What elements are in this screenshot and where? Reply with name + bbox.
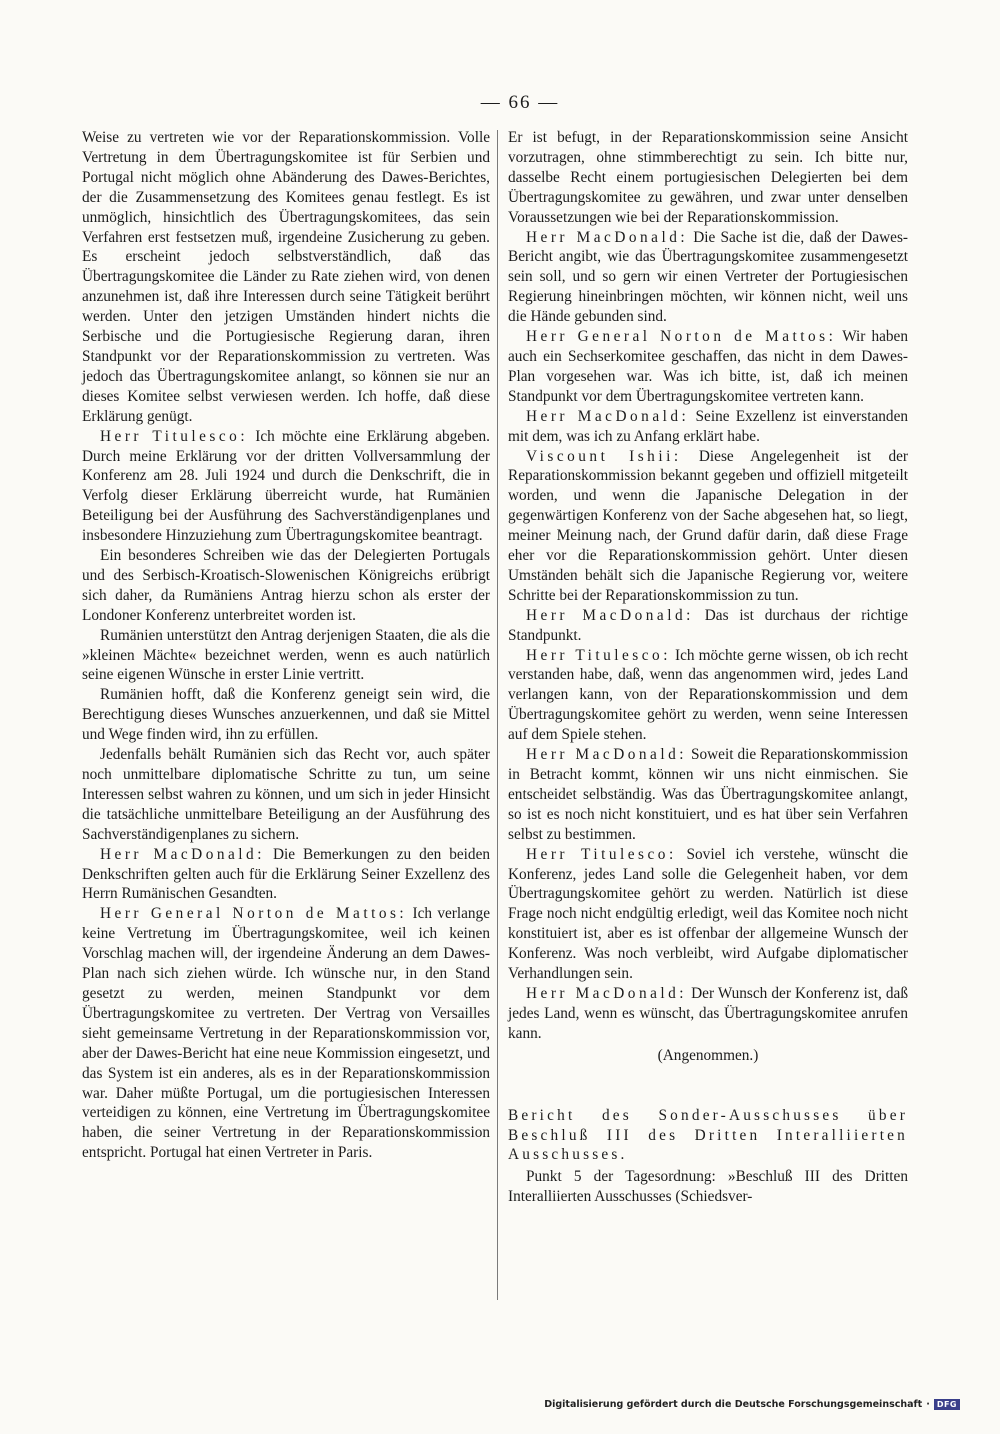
- speaker-name: Herr MacDonald:: [100, 845, 265, 863]
- speaker-name: Viscount Ishii:: [526, 447, 682, 465]
- speaker-name: Herr Titulesco:: [100, 427, 249, 445]
- speech-paragraph: [82, 427, 490, 546]
- speaker-name: Herr Titulesco:: [526, 646, 671, 664]
- speech-text: Die Sache ist die, daß der Dawes-Bericht angibt, wie das Übertragungskomitee zusammengesetzt sein soll, und so gern wir einen Vertreter der Portugiesischen Regierung hineinbringen möchten, wir können nicht, weil uns die Hände gebunden sind.: [508, 228, 908, 326]
- speech-paragraph: [508, 228, 908, 328]
- speaker-name: Herr MacDonald:: [526, 228, 689, 246]
- speech-text: Diese Angelegenheit ist der Reparationskommission bekannt gegeben und offiziell mitgeteilt worden, und wenn die Japanische Delegation in der gegenwärtigen Konferenz von der Sache abgesehen hat, so liegt, meiner Meinung nach, der Grund dafür darin, daß diese Frage eher vor die Reparationskommission gehört. Unter diesen Umständen behält sich die Japanische Regierung vor, weitere Schritte bei der Reparationskommission zu tun.: [508, 447, 908, 604]
- speech-text: Das ist durchaus der richtige Standpunkt.: [508, 606, 908, 644]
- speech-text: Der Wunsch der Konferenz ist, daß jedes Land, wenn es wünscht, das Übertragungskomitee anrufen kann.: [508, 984, 908, 1042]
- speech-text: Soviel ich verstehe, wünscht die Konferenz, jedes Land solle die Gelegenheit haben, vor dem Übertragungskomitee gehört zu werden. Natürlich ist diese Frage noch nicht endgültig erledigt, weil das Komitee noch nicht konstituiert ist, aber es ist offenbar der allgemeine Wunsch der Konferenz. Was noch verbleibt, wird Aufgabe diplomatischer Verhandlungen sein.: [508, 845, 908, 983]
- speech-text: Wir haben auch ein Sechserkomitee geschaffen, das nicht in dem Dawes-Plan vorgesehen war. Was ich bitte, ist, daß ich meinen Standpunkt vor dem Übertragungskomitee vertreten kann.: [508, 328, 908, 405]
- dfg-logo: DFG: [934, 1399, 960, 1410]
- paragraph: Rumänien unterstützt den Antrag derjenigen Staaten, die als die »kleinen Mächte« bezeichnet werden, wenn es auch natürlich seine eigenen Wünsche in erster Linie vertritt.: [82, 626, 490, 684]
- speaker-name: Herr General Norton de Mattos:: [100, 905, 408, 923]
- speech-text: Ich möchte gerne wissen, ob ich recht verstanden habe, daß, wenn das angenommen wird, jedes Land verlangen kann, von der Reparationskommission und dem Übertragungskomitee gehört zu werden, wenn seine Interessen auf dem Spiele stehen.: [508, 646, 908, 744]
- speech-paragraph: [508, 745, 908, 845]
- speaker-name: Herr Titulesco:: [526, 845, 677, 863]
- speech-text: Die Bemerkungen zu den beiden Denkschriften gelten auch für die Erklärung Seiner Exzellenz des Herrn Rumänischen Gesandten.: [82, 845, 491, 903]
- speech-paragraph: [508, 447, 908, 606]
- speaker-name: Herr MacDonald:: [526, 407, 690, 425]
- continued-paragraph: Weise zu vertreten wie vor der Reparationskommission. Volle Vertretung in dem Übertragungskomitee ist für Serbien und Portugal nicht möglich ohne Abänderung des Dawes-Berichtes, der die Zusammensetzung des Komitees genau festlegt. Es ist unmöglich, hinsichtlich des Übertragungskomitees, das sein Verfahren erst festsetzen muß, irgendeine Zusicherung zu geben. Es erscheint jedoch selbstverständlich, daß das Übertragungskomitee die Länder zu Rate ziehen wird, von denen anzunehmen ist, daß ihre Interessen durch seine Tätigkeit berührt werden. Unter den jetzigen Umständen hindert nichts die Serbische und die Portugiesische Regierung daran, ihren Standpunkt vor der Reparationskommission zu vertreten. Was jedoch das Übertragungskomitee anlangt, so können sie nur an dieses Komitee selbst verwiesen werden. Ich hoffe, daß diese Erklärung genügt.: [82, 129, 490, 425]
- speaker-name: Herr MacDonald:: [526, 606, 694, 624]
- page-number: — 66 —: [480, 92, 560, 113]
- speech-paragraph: [508, 407, 908, 447]
- speech-paragraph: [82, 904, 490, 1163]
- speech-text: Ich verlange keine Vertretung im Übertragungskomitee, weil ich keinen Vorschlag machen will, der irgendeine Änderung an dem Dawes-Plan nach sich ziehen würde. Ich wünsche nur, in den Stand gesetzt zu werden, meinen Standpunkt vor dem Übertragungskomitee zu vertreten. Der Vertrag von Versailles sieht gemeinsame Vertretung in der Reparationskommission vor, aber der Dawes-Bericht hat eine neue Kommission eingesetzt, und das System ist ein anderes, als es in der Reparationskommission war. Daher müßte Portugal, um die portugiesischen Interessen verteidigen zu können, eine Vertretung im Übertragungskomitee haben, die seiner Vertretung in der Reparationskommission entspricht. Portugal hat einen Vertreter in Paris.: [82, 905, 490, 1162]
- continued-paragraph: Er ist befugt, in der Reparationskommission seine Ansicht vorzutragen, ohne stimmberechtigt zu sein. Ich bitte nur, dasselbe Recht einem portugiesischen Delegierten bei dem Übertragungskomitee zu gewähren, und zwar unter denselben Voraussetzungen wie bei der Reparationskommission.: [508, 129, 908, 226]
- left-column: [82, 128, 490, 1163]
- footer-separator: ·: [926, 1399, 930, 1410]
- speech-paragraph: [508, 845, 908, 984]
- speech-text: Soweit die Reparationskommission in Betracht kommt, können wir uns nicht einmischen. Sie entscheidet selbständig. Was das Übertragungskomitee anlangt, so ist es noch nicht konstituiert, und es hat über sein Verfahren selbst zu bestimmen.: [508, 746, 909, 843]
- right-column: [508, 128, 908, 1207]
- speech-paragraph: [508, 646, 908, 746]
- speech-paragraph: [82, 845, 490, 905]
- paragraph: Ein besonderes Schreiben wie das der Delegierten Portugals und des Serbisch-Kroatisch-Slowenischen Königreichs erübrigt sich daher, da Rumäniens Antrag hierzu schon als erster der Londoner Konferenz unterbreitet worden ist.: [82, 547, 490, 624]
- speaker-name: Herr MacDonald:: [526, 746, 687, 764]
- speech-text: Ich möchte eine Erklärung abgeben. Durch meine Erklärung vor der dritten Vollversammlung der Konferenz am 28. Juli 1924 und durch die Denkschrift, die in Verfolg dieser Erklärung überreicht wurde, hat Rumänien Beteiligung bei der Ausführung des Sachverständigenplanes und insbesondere Hinzuziehung zum Übertragungskomitee beantragt.: [82, 427, 490, 545]
- speaker-name: Herr MacDonald:: [526, 984, 688, 1002]
- speech-paragraph: [508, 984, 908, 1044]
- paragraph: Jedenfalls behält Rumänien sich das Recht vor, auch später noch unmittelbare diplomatische Schritte zu tun, um seine Interessen selbst wahren zu können, und um sich in jeder Hinsicht die tatsächliche unmittelbare Beteiligung an der Ausführung des Sachverständigenplanes zu sichern.: [82, 746, 490, 843]
- resolution-note: (Angenommen.): [657, 1046, 759, 1064]
- paragraph: Rumänien hofft, daß die Konferenz geneigt sein wird, die Berechtigung dieses Wunsches anzuerkennen, und daß sie Mittel und Wege finden wird, ihn zu erfüllen.: [82, 686, 490, 744]
- speech-paragraph: [508, 327, 908, 407]
- footer-text: Digitalisierung gefördert durch die Deutsche Forschungsgemeinschaft: [544, 1399, 923, 1410]
- speaker-name: Herr General Norton de Mattos:: [526, 328, 837, 346]
- speech-text: Seine Exzellenz ist einverstanden mit dem, was ich zu Anfang erklärt habe.: [508, 407, 909, 445]
- paragraph: Punkt 5 der Tagesordnung: »Beschluß III des Dritten Interalliierten Ausschusses (Schiedsver-: [508, 1168, 908, 1206]
- footer: [544, 1399, 960, 1410]
- section-heading: Bericht des Sonder-Ausschusses über Beschluß III des Dritten Interalliierten Ausschusses.: [508, 1106, 908, 1164]
- speech-paragraph: [508, 606, 908, 646]
- column-divider: [497, 130, 498, 1300]
